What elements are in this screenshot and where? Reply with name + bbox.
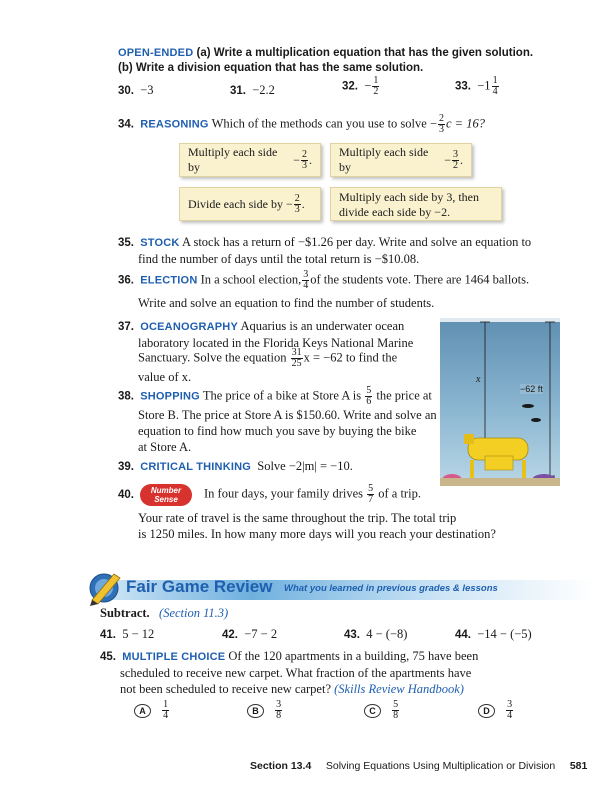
box-text: Divide each side by xyxy=(188,196,283,211)
subtract-instruction xyxy=(100,605,228,621)
problem-keyword: SHOPPING xyxy=(140,390,200,403)
problem-line1: Of the 120 apartments in a building, 75 have been xyxy=(228,649,479,663)
problem-line3-post: x = −62 to find the xyxy=(303,350,398,365)
fraction: $\frac{2}{3}$ xyxy=(439,113,444,135)
problem-32 xyxy=(342,76,380,97)
choice-d[interactable] xyxy=(478,700,514,721)
problem-sign: −1 xyxy=(477,78,491,93)
problem-38 xyxy=(118,386,438,407)
problem-38-body xyxy=(138,407,448,455)
problem-text: Solve −2|m| = −10. xyxy=(257,459,353,473)
problem-line2: find the number of days until the total return is −$10.08. xyxy=(138,252,420,266)
fraction: $\frac{3}{2}$ xyxy=(453,148,458,171)
problem-number: 33. xyxy=(455,80,471,93)
problem-30 xyxy=(118,82,154,99)
depth-label: −62 ft xyxy=(520,384,543,394)
problem-33 xyxy=(455,76,500,97)
problem-line4: at Store A. xyxy=(138,440,192,454)
footer-title: Solving Equations Using Multiplication or Division xyxy=(325,760,556,772)
problem-42 xyxy=(222,626,277,643)
problem-number: 35. xyxy=(118,237,134,249)
problem-number: 30. xyxy=(118,85,134,97)
open-ended-line1: (a) Write a multiplication equation that has the given solution. xyxy=(196,47,534,59)
problem-ref: (Skills Review Handbook) xyxy=(334,682,464,696)
problem-number: 37. xyxy=(118,321,134,333)
problem-line4: value of x. xyxy=(138,370,192,384)
problem-keyword: MULTIPLE CHOICE xyxy=(122,651,226,663)
problem-line3: is 1250 miles. In how many more days will you reach your destination? xyxy=(138,527,496,541)
open-ended-keyword: OPEN-ENDED xyxy=(118,47,194,59)
equation-rest: c = 16? xyxy=(446,116,485,131)
problem-keyword: ELECTION xyxy=(140,274,198,287)
problem-keyword: STOCK xyxy=(140,237,180,249)
fraction: $\frac{5}{6}$ xyxy=(366,385,372,407)
choice-c[interactable] xyxy=(364,700,400,721)
fraction: $\frac{1}{4}$ xyxy=(163,699,169,721)
aquarius-illustration xyxy=(440,318,560,486)
problem-pre: In four days, your family drives xyxy=(204,486,363,501)
problem-line3: equation to find how much you save by buying the bike xyxy=(138,424,417,438)
choice-letter[interactable]: C xyxy=(364,704,381,718)
page-number: 581 xyxy=(569,760,588,772)
box-line1: Multiply each side by 3, then xyxy=(339,190,479,204)
fraction: $\frac{5}{7}$ xyxy=(368,483,374,505)
fair-game-subtitle: What you learned in previous grades & lessons xyxy=(284,583,498,594)
footer-section: Section 13.4 xyxy=(250,760,312,772)
problem-36-line2: Write and solve an equation to find the number of students. xyxy=(138,296,435,310)
choice-letter[interactable]: B xyxy=(247,704,264,718)
problem-line2: Store B. The price at Store A is $150.60. Write and solve an xyxy=(138,408,437,422)
fraction: $\frac{3}{8}$ xyxy=(276,699,282,721)
x-label: x xyxy=(476,374,481,385)
choice-letter[interactable]: D xyxy=(478,704,495,718)
underwater-scene xyxy=(440,318,560,486)
problem-number: 43. xyxy=(344,629,360,641)
problem-35 xyxy=(118,234,558,267)
method-box-1 xyxy=(179,143,321,177)
box-text: Multiply each side by xyxy=(188,145,278,174)
problem-31 xyxy=(230,82,275,99)
fraction: $\frac{2}{3}$ xyxy=(294,192,300,215)
problem-40-text xyxy=(204,484,421,505)
problem-text: Which of the methods can you use to solve xyxy=(211,116,427,131)
fraction: $\frac{3}{4}$ xyxy=(303,269,309,291)
problem-value: 5 − 12 xyxy=(122,627,155,641)
fraction: $\frac{31}{25}$ xyxy=(291,347,302,369)
problem-41 xyxy=(100,626,154,643)
problem-34 xyxy=(118,114,538,135)
problem-value: −2.2 xyxy=(252,83,275,97)
problem-number: 41. xyxy=(100,629,116,641)
problem-value: −7 − 2 xyxy=(244,627,278,641)
problem-number: 36. xyxy=(118,274,134,287)
problem-value: −14 − (−5) xyxy=(477,627,532,641)
method-box-4 xyxy=(330,187,502,221)
problem-line3-pre: Sanctuary. Solve the equation xyxy=(138,350,287,365)
box-line2: divide each side by −2. xyxy=(339,205,451,219)
fraction: $\frac{1}{4}$ xyxy=(492,75,498,97)
problem-number: 34. xyxy=(118,118,134,131)
problem-keyword: REASONING xyxy=(140,118,209,131)
problem-37 xyxy=(118,318,448,351)
eq-sign: − xyxy=(429,116,437,131)
problem-keyword: CRITICAL THINKING xyxy=(140,461,251,473)
fraction: $\frac{2}{3}$ xyxy=(302,148,307,171)
problem-45 xyxy=(100,648,570,697)
problem-number: 31. xyxy=(230,85,246,97)
problem-line1: A stock has a return of −$1.26 per day. Write and solve an equation to xyxy=(182,235,532,249)
problem-value: −3 xyxy=(140,83,154,97)
problem-number: 42. xyxy=(222,629,238,641)
problem-40-body xyxy=(138,510,568,542)
problem-43 xyxy=(344,626,407,643)
choice-b[interactable] xyxy=(247,700,283,721)
box-text: Multiply each side by xyxy=(339,145,429,174)
problem-number: 32. xyxy=(342,80,358,93)
box-end: . xyxy=(301,196,305,211)
problem-post: of the students vote. There are 1464 ballots. xyxy=(310,272,530,287)
open-ended-line2: (b) Write a division equation that has the same solution. xyxy=(118,62,424,74)
problem-44 xyxy=(455,626,532,643)
fraction: $\frac{3}{4}$ xyxy=(507,699,513,721)
problem-number: 45. xyxy=(100,651,116,663)
choice-a[interactable] xyxy=(134,700,170,721)
box-sign: − xyxy=(285,196,293,211)
subtract-ref: (Section 11.3) xyxy=(159,606,229,620)
problem-post: the price at xyxy=(376,388,432,403)
method-box-2 xyxy=(330,143,472,177)
badge-line1: Number xyxy=(150,486,182,495)
fraction: $\frac{5}{8}$ xyxy=(393,699,399,721)
fraction: $\frac{1}{2}$ xyxy=(373,75,379,97)
box-sign: − xyxy=(444,152,451,167)
box-end: . xyxy=(460,152,463,167)
problem-number: 39. xyxy=(118,461,134,473)
box-end: . xyxy=(309,152,312,167)
subtract-label: Subtract. xyxy=(100,606,150,620)
problem-40 xyxy=(118,486,134,503)
problem-keyword: OCEANOGRAPHY xyxy=(140,321,238,333)
problem-value: 4 − (−8) xyxy=(366,627,408,641)
page-footer xyxy=(250,760,587,772)
problem-sign: − xyxy=(364,78,372,93)
problem-number: 38. xyxy=(118,390,134,403)
choice-letter[interactable]: A xyxy=(134,704,151,718)
problem-pre: The price of a bike at Store A is xyxy=(202,388,362,403)
problem-number: 40. xyxy=(118,489,134,501)
problem-pre: In a school election, xyxy=(200,272,302,287)
problem-line2: laboratory located in the Florida Keys National Marine xyxy=(138,336,414,350)
problem-number: 44. xyxy=(455,629,471,641)
problem-line2: scheduled to receive new carpet. What fraction of the apartments have xyxy=(120,666,472,680)
problem-36 xyxy=(118,270,558,291)
method-box-3 xyxy=(179,187,321,221)
number-sense-badge xyxy=(140,484,192,506)
badge-line2: Sense xyxy=(154,495,178,504)
problem-line3: not been scheduled to receive new carpet? xyxy=(120,682,332,696)
fair-game-title: Fair Game Review xyxy=(126,577,273,596)
problem-39 xyxy=(118,458,353,475)
pencil-icon xyxy=(84,566,124,606)
open-ended-instructions xyxy=(118,46,558,76)
box-sign: − xyxy=(293,152,300,167)
problem-37-equation xyxy=(138,348,448,385)
problem-post: of a trip. xyxy=(378,486,421,501)
problem-line2: Your rate of travel is the same throughout the trip. The total trip xyxy=(138,511,457,525)
problem-line1: Aquarius is an underwater ocean xyxy=(240,319,405,333)
